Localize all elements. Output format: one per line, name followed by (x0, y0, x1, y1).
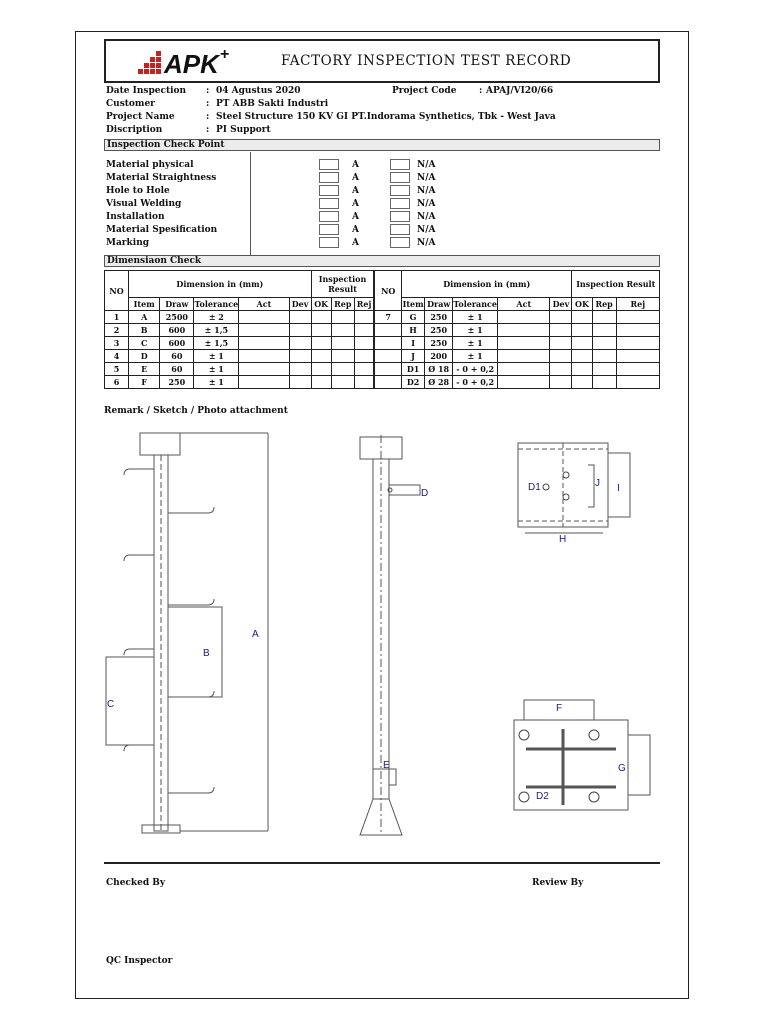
row-act[interactable] (498, 376, 550, 389)
row-ok[interactable] (311, 337, 331, 350)
row-no: 5 (105, 363, 129, 376)
sketch-label-h: H (559, 534, 567, 545)
row-tolerance: ± 1,5 (194, 324, 239, 337)
row-item: H (402, 324, 425, 337)
row-draw: 600 (160, 337, 194, 350)
row-ok[interactable] (572, 363, 592, 376)
check-box-a[interactable] (319, 172, 339, 183)
row-item: D (129, 350, 160, 363)
row-dev[interactable] (289, 376, 311, 389)
sketch-label-d1: D1 (528, 482, 541, 493)
check-a: A (352, 238, 359, 248)
row-rej[interactable] (354, 376, 374, 389)
row-item: I (402, 337, 425, 350)
row-act[interactable] (239, 376, 289, 389)
row-draw: 250 (425, 337, 453, 350)
row-rep[interactable] (592, 337, 616, 350)
check-a: A (352, 186, 359, 196)
row-rej[interactable] (616, 376, 659, 389)
row-act[interactable] (239, 350, 289, 363)
table-row (105, 350, 660, 363)
row-act[interactable] (239, 324, 289, 337)
row-tolerance: ± 2 (194, 311, 239, 324)
row-rep[interactable] (331, 363, 354, 376)
dimension-table (104, 270, 660, 389)
row-dev[interactable] (550, 337, 572, 350)
row-dev[interactable] (550, 350, 572, 363)
check-label: Material Straightness (106, 173, 217, 183)
dimension-rows (105, 311, 660, 389)
row-ok[interactable] (311, 311, 331, 324)
table-row (105, 324, 660, 337)
row-act[interactable] (498, 324, 550, 337)
row-ok[interactable] (311, 363, 331, 376)
check-na: N/A (417, 186, 436, 196)
row-no: 7 (374, 311, 401, 324)
check-section-title: Inspection Check Point (104, 139, 660, 151)
row-rej[interactable] (616, 363, 659, 376)
colon: : (206, 86, 210, 96)
company-logo (136, 43, 256, 77)
row-rep[interactable] (592, 363, 616, 376)
customer-value: PT ABB Sakti Industri (216, 99, 329, 109)
row-draw: 250 (160, 376, 194, 389)
sketch-label-e: E (383, 760, 390, 771)
row-tolerance: - 0 + 0,2 (453, 376, 498, 389)
header-draw: Draw (425, 298, 453, 311)
check-label: Visual Welding (106, 199, 182, 209)
row-dev[interactable] (289, 350, 311, 363)
check-box-a[interactable] (319, 198, 339, 209)
row-ok[interactable] (572, 311, 592, 324)
row-tolerance: ± 1 (194, 376, 239, 389)
row-no: 2 (105, 324, 129, 337)
row-act[interactable] (239, 363, 289, 376)
header-ok: OK (572, 298, 592, 311)
row-dev[interactable] (550, 363, 572, 376)
row-no: 3 (105, 337, 129, 350)
check-row (104, 237, 660, 250)
header-draw: Draw (160, 298, 194, 311)
row-rep[interactable] (331, 337, 354, 350)
description-label: Discription (106, 125, 163, 135)
check-a: A (352, 173, 359, 183)
table-row (105, 311, 660, 324)
qc-inspector-label: QC Inspector (106, 956, 173, 966)
check-box-a[interactable] (319, 185, 339, 196)
check-na: N/A (417, 238, 436, 248)
row-item: C (129, 337, 160, 350)
header-tolerance: Tolerance (453, 299, 498, 309)
check-label: Material physical (106, 160, 194, 170)
row-ok[interactable] (572, 324, 592, 337)
sketch-label-d: D (421, 488, 429, 499)
check-na: N/A (417, 212, 436, 222)
date-label: Date Inspection (106, 86, 187, 96)
check-box-na[interactable] (390, 211, 410, 222)
row-dev[interactable] (289, 337, 311, 350)
check-na: N/A (417, 225, 436, 235)
row-ok[interactable] (572, 376, 592, 389)
header-rej: Rej (354, 298, 374, 311)
table-row (105, 376, 660, 389)
row-tolerance: ± 1 (453, 337, 498, 350)
colon: : (206, 112, 210, 122)
check-box-a[interactable] (319, 224, 339, 235)
sketch-label-c: C (107, 699, 115, 710)
row-tolerance: ± 1,5 (194, 337, 239, 350)
row-tolerance: ± 1 (194, 350, 239, 363)
check-a: A (352, 160, 359, 170)
row-draw: Ø 28 (425, 376, 453, 389)
row-ok[interactable] (311, 324, 331, 337)
header-act: Act (239, 298, 289, 311)
checked-by-label: Checked By (106, 878, 166, 888)
row-item: D2 (402, 376, 425, 389)
technical-sketch (90, 425, 680, 855)
row-tolerance: ± 1 (453, 350, 498, 363)
check-na: N/A (417, 199, 436, 209)
header-dimension: Dimension in (mm) (129, 271, 312, 298)
row-rep[interactable] (331, 311, 354, 324)
row-rej[interactable] (616, 350, 659, 363)
row-dev[interactable] (289, 324, 311, 337)
check-na: N/A (417, 173, 436, 183)
check-list (104, 152, 660, 256)
customer-label: Customer (106, 99, 155, 109)
check-a: A (352, 212, 359, 222)
row-item: G (402, 311, 425, 324)
row-rej[interactable] (616, 337, 659, 350)
sketch-label-i: I (617, 483, 620, 494)
header-act: Act (498, 298, 550, 311)
check-label: Material Spesification (106, 225, 218, 235)
review-by-label: Review By (532, 878, 584, 888)
sketch-label-g: G (618, 763, 626, 774)
row-draw: 60 (160, 350, 194, 363)
check-box-na[interactable] (390, 172, 410, 183)
colon: : (479, 86, 483, 96)
row-dev[interactable] (550, 324, 572, 337)
sketch-label-d2: D2 (536, 791, 549, 802)
check-row (104, 211, 660, 224)
row-no: 4 (105, 350, 129, 363)
colon: : (206, 99, 210, 109)
row-act[interactable] (239, 311, 289, 324)
row-ok[interactable] (311, 350, 331, 363)
row-item: J (402, 350, 425, 363)
header-item: Item (402, 299, 424, 309)
project-code-value: APAJ/VI20/66 (486, 86, 554, 96)
row-draw: 250 (425, 311, 453, 324)
header-inspection: Inspection Result (311, 271, 374, 298)
svg-text:APK: APK (164, 49, 219, 77)
row-item: E (129, 363, 160, 376)
row-no (374, 337, 401, 350)
check-box-na[interactable] (390, 159, 410, 170)
row-rep[interactable] (592, 350, 616, 363)
row-act[interactable] (239, 337, 289, 350)
sketch-label-b: B (203, 648, 210, 659)
row-no (374, 376, 401, 389)
row-draw: 60 (160, 363, 194, 376)
row-rep[interactable] (592, 376, 616, 389)
row-act[interactable] (498, 311, 550, 324)
check-a: A (352, 225, 359, 235)
check-box-a[interactable] (319, 237, 339, 248)
row-tolerance: ± 1 (453, 324, 498, 337)
document-title: FACTORY INSPECTION TEST RECORD (281, 53, 572, 69)
row-no: 1 (105, 311, 129, 324)
row-ok[interactable] (572, 350, 592, 363)
table-row (105, 337, 660, 350)
row-item: D1 (402, 363, 425, 376)
project-name-value: Steel Structure 150 KV GI PT.Indorama Synthetics, Tbk - West Java (216, 112, 556, 122)
row-rej[interactable] (354, 363, 374, 376)
row-tolerance: ± 1 (194, 363, 239, 376)
check-row (104, 185, 660, 198)
check-row (104, 198, 660, 211)
sketch-label-a: A (252, 629, 259, 640)
check-box-na[interactable] (390, 198, 410, 209)
header-dev: Dev (289, 298, 311, 311)
signature-divider (104, 862, 660, 864)
header-dimension: Dimension in (mm) (402, 271, 572, 298)
sketch-label-f: F (556, 703, 563, 714)
check-box-na[interactable] (390, 185, 410, 196)
check-row (104, 159, 660, 172)
check-box-a[interactable] (319, 211, 339, 222)
header-inspection: Inspection Result (572, 271, 660, 298)
row-dev[interactable] (550, 376, 572, 389)
row-rej[interactable] (616, 324, 659, 337)
header-no: NO (374, 271, 401, 311)
row-act[interactable] (498, 363, 550, 376)
project-code-block (392, 85, 652, 98)
check-box-a[interactable] (319, 159, 339, 170)
row-rep[interactable] (331, 376, 354, 389)
row-rej[interactable] (354, 350, 374, 363)
header-item: Item (129, 298, 160, 311)
project-code-label: Project Code (392, 86, 457, 96)
sketch-label-j: J (595, 478, 600, 489)
document-header (104, 39, 660, 83)
row-rej[interactable] (354, 324, 374, 337)
row-no (374, 324, 401, 337)
check-a: A (352, 199, 359, 209)
row-item: A (129, 311, 160, 324)
row-dev[interactable] (550, 311, 572, 324)
row-ok[interactable] (572, 337, 592, 350)
row-rep[interactable] (592, 311, 616, 324)
row-draw: 250 (425, 324, 453, 337)
row-item: B (129, 324, 160, 337)
description-value: PI Support (216, 125, 271, 135)
row-dev[interactable] (289, 363, 311, 376)
table-row (105, 363, 660, 376)
row-rej[interactable] (616, 311, 659, 324)
row-rej[interactable] (354, 311, 374, 324)
check-row (104, 224, 660, 237)
colon: : (206, 125, 210, 135)
check-na: N/A (417, 160, 436, 170)
header-no: NO (105, 271, 129, 311)
check-box-na[interactable] (390, 224, 410, 235)
check-box-na[interactable] (390, 237, 410, 248)
check-label: Hole to Hole (106, 186, 170, 196)
check-row (104, 172, 660, 185)
row-item: F (129, 376, 160, 389)
date-value: 04 Agustus 2020 (216, 86, 301, 96)
check-label: Installation (106, 212, 165, 222)
row-draw: 200 (425, 350, 453, 363)
check-label: Marking (106, 238, 150, 248)
row-ok[interactable] (311, 376, 331, 389)
row-tolerance: - 0 + 0,2 (453, 363, 498, 376)
row-act[interactable] (498, 337, 550, 350)
row-act[interactable] (498, 350, 550, 363)
header-rej: Rej (616, 298, 659, 311)
header-ok: OK (311, 298, 331, 311)
row-rep[interactable] (331, 324, 354, 337)
row-tolerance: ± 1 (453, 311, 498, 324)
header-dev: Dev (550, 298, 572, 311)
row-rej[interactable] (354, 337, 374, 350)
project-name-label: Project Name (106, 112, 175, 122)
remark-label: Remark / Sketch / Photo attachment (104, 406, 288, 416)
row-draw: Ø 18 (425, 363, 453, 376)
row-rep[interactable] (331, 350, 354, 363)
svg-text:+: + (220, 46, 230, 63)
row-rep[interactable] (592, 324, 616, 337)
row-no (374, 363, 401, 376)
row-draw: 2500 (160, 311, 194, 324)
header-tolerance: Tolerance (194, 299, 239, 309)
header-rep: Rep (331, 298, 354, 311)
row-no: 6 (105, 376, 129, 389)
row-dev[interactable] (289, 311, 311, 324)
row-no (374, 350, 401, 363)
header-rep: Rep (592, 298, 616, 311)
dimension-section-title: Dimensiaon Check (104, 255, 660, 267)
row-draw: 600 (160, 324, 194, 337)
